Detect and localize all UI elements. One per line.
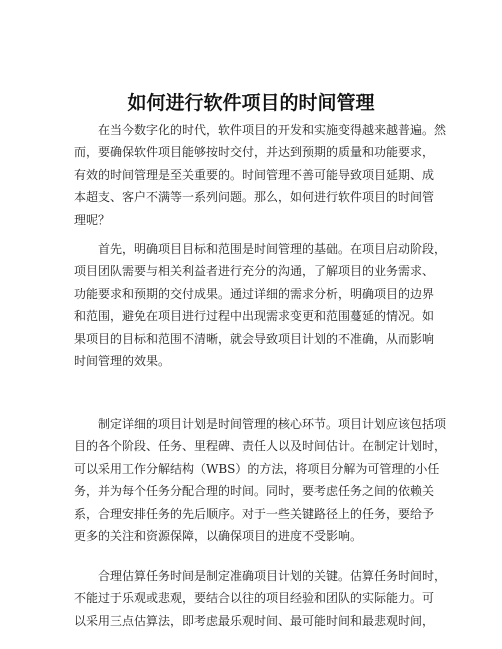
paragraph-line: 系，合理安排任务的先后顺序。对于一些关键路径上的任务，要给予	[74, 506, 435, 521]
paragraph-line: 理呢？	[74, 212, 111, 227]
paragraph-line: 务，并为每个任务分配合理的时间。同时，要考虑任务之间的依赖关	[74, 484, 435, 499]
paragraph-2	[74, 238, 447, 372]
paragraph-line: 时间管理的效果。	[74, 353, 171, 368]
paragraph-3	[74, 413, 447, 547]
paragraph-line: 本超支、客户不满等一系列问题。那么，如何进行软件项目的时间管	[74, 190, 435, 205]
paragraph-1	[74, 119, 447, 231]
paragraph-line: 有效的时间管理是至关重要的。时间管理不善可能导致项目延期、成	[74, 167, 435, 182]
paragraph-line: 和范围，避免在项目进行过程中出现需求变更和范围蔓延的情况。如	[74, 309, 435, 324]
paragraph-4	[74, 565, 447, 632]
paragraph-line: 以采用三点估算法，即考虑最乐观时间、最可能时间和最悲观时间，	[74, 613, 435, 628]
paragraph-line: 更多的关注和资源保障，以确保项目的进度不受影响。	[74, 528, 363, 543]
paragraph-line: 不能过于乐观或悲观，要结合以往的项目经验和团队的实际能力。可	[74, 591, 435, 606]
paragraph-line: 而，要确保软件项目能够按时交付，并达到预期的质量和功能要求，	[74, 145, 435, 160]
paragraph-line: 在当今数字化的时代，软件项目的开发和实施变得越来越普遍。然	[98, 123, 447, 137]
paragraph-line: 目的各个阶段、任务、里程碑、责任人以及时间估计。在制定计划时，	[74, 439, 447, 454]
paragraph-line: 项目团队需要与相关利益者进行充分的沟通，了解项目的业务需求、	[74, 264, 435, 279]
paragraph-line: 制定详细的项目计划是时间管理的核心环节。项目计划应该包括项	[98, 417, 447, 431]
paragraph-line: 首先，明确项目目标和范围是时间管理的基础。在项目启动阶段，	[98, 242, 447, 256]
document-title: 如何进行软件项目的时间管理	[127, 92, 375, 114]
paragraph-line: 合理估算任务时间是制定准确项目计划的关键。估算任务时间时，	[98, 569, 447, 583]
paragraph-line: 果项目的目标和范围不清晰，就会导致项目计划的不准确，从而影响	[74, 331, 435, 346]
paragraph-line: 功能要求和预期的交付成果。通过详细的需求分析，明确项目的边界	[74, 286, 435, 301]
paragraph-line: 可以采用工作分解结构（WBS）的方法，将项目分解为可管理的小任	[74, 461, 440, 476]
